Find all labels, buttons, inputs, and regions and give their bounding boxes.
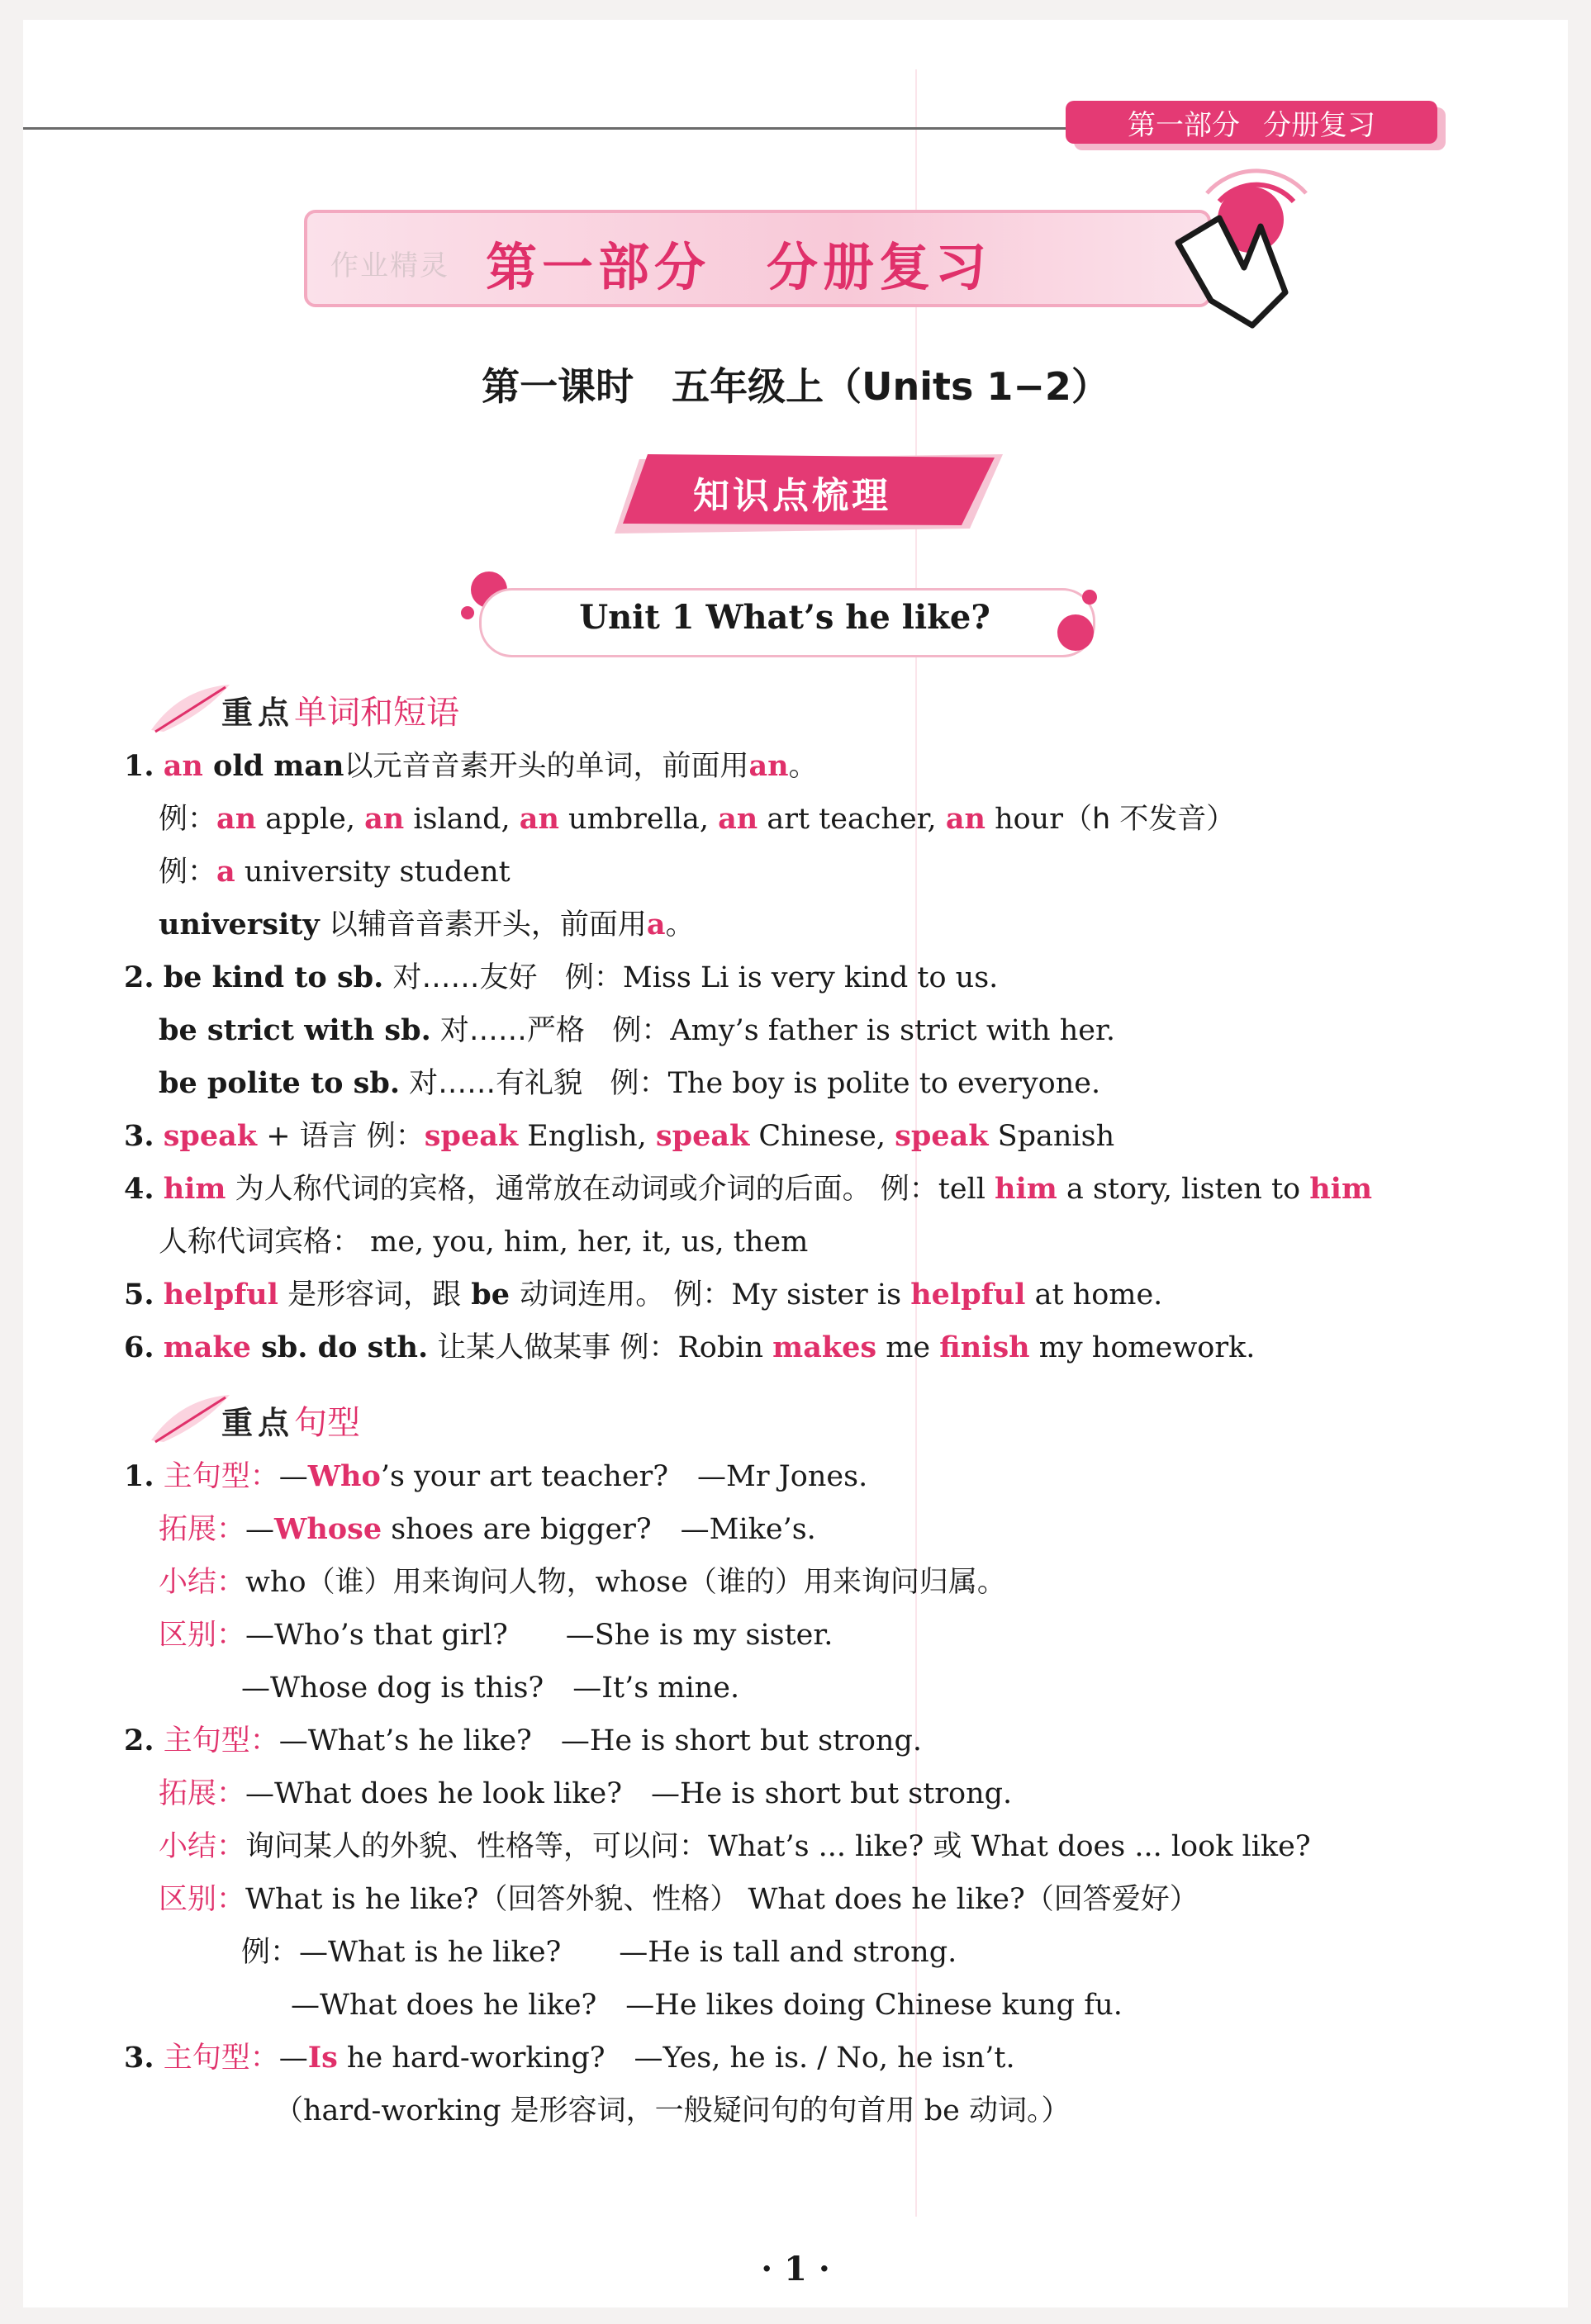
vocab-item-2: 2. be kind to sb. 对……友好 例：Miss Li is very kind to us. [124, 960, 999, 994]
vocab-note-pronouns: 人称代词宾格： me, you, him, her, it, us, them [159, 1226, 809, 1259]
decor-dot [1082, 590, 1097, 605]
header-part: 第一部分 [1128, 108, 1240, 142]
vocab-item-2b: be strict with sb. 对……严格 例：Amy’s father is strict with her. [159, 1013, 1115, 1047]
sentence-1-main: 1. 主句型：—Who’s your art teacher? —Mr Jones. [124, 1459, 868, 1493]
sentence-heading [147, 1391, 360, 1449]
page [23, 20, 1568, 2307]
vocab-heading-rest: 单词和短语 [294, 693, 460, 732]
vocab-example-1: 例：an apple, an island, an umbrella, an art teacher, an hour（h 不发音） [159, 802, 1236, 836]
header-tab [1066, 101, 1437, 144]
vocab-item-4: 4. him 为人称代词的宾格，通常放在动词或介词的后面。 例：tell him a story, listen to him [124, 1172, 1372, 1206]
decor-dot [461, 606, 474, 619]
decor-dot [1057, 614, 1094, 651]
sentence-2-main: 2. 主句型：—What’s he like? —He is short but strong. [124, 1724, 922, 1757]
banner-watermark: 作业精灵 [330, 249, 449, 282]
sentence-2-diff: 区别：What is he like?（回答外貌、性格） What does he like?（回答爱好） [159, 1883, 1199, 1916]
sentence-heading-rest: 句型 [294, 1403, 361, 1442]
quill-icon [147, 681, 238, 738]
sentence-1-extend: 拓展：—Whose shoes are bigger? —Mike’s. [159, 1512, 816, 1546]
vocab-heading [147, 681, 459, 738]
sentence-1-diff-2: —Whose dog is this? —It’s mine. [241, 1672, 740, 1705]
vocab-item-6: 6. make sb. do sth. 让某人做某事 例：Robin makes me finish my homework. [124, 1330, 1256, 1364]
unit-title: Unit 1 What’s he like? [579, 598, 990, 637]
sentence-3-main: 3. 主句型：—Is he hard-working? —Yes, he is. / No, he isn’t. [124, 2041, 1015, 2075]
section-badge-label: 知识点梳理 [693, 475, 891, 517]
vocab-item-2c: be polite to sb. 对……有礼貌 例：The boy is polite to everyone. [159, 1066, 1101, 1100]
header-section: 分册复习 [1263, 108, 1375, 142]
vocab-item-1: 1. an old man以元音音素开头的单词，前面用an。 [124, 749, 818, 783]
sentence-heading-lead: 重点 [221, 1404, 295, 1441]
sentence-1-diff: 区别：—Who’s that girl? —She is my sister. [159, 1619, 833, 1652]
sentence-2-extend: 拓展：—What does he look like? —He is short but strong. [159, 1777, 1013, 1810]
vocab-note-university: university 以辅音音素开头，前面用a。 [159, 908, 695, 941]
vocab-item-3: 3. speak + 语言 例：speak English, speak Chinese, speak Spanish [124, 1119, 1115, 1153]
lesson-title: 第一课时 五年级上（Units 1−2） [482, 364, 1109, 409]
vocab-example-2: 例：a university student [159, 855, 511, 889]
sentence-3-note: （hard-working 是形容词，一般疑问句的句首用 be 动词。） [274, 2094, 1071, 2127]
quill-icon [147, 1391, 238, 1449]
sentence-2-example-2: —What does he like? —He likes doing Chinese kung fu. [291, 1989, 1123, 2022]
vocab-item-5: 5. helpful 是形容词，跟 be 动词连用。 例：My sister is helpful at home. [124, 1278, 1163, 1311]
vocab-heading-lead: 重点 [221, 694, 295, 731]
page-number: · 1 · [761, 2250, 830, 2288]
banner-title: 第一部分 分册复习 [486, 237, 992, 297]
sentence-2-summary: 小结：询问某人的外貌、性格等，可以问：What’s ... like? 或 What does ... look like? [159, 1830, 1311, 1863]
sentence-1-summary: 小结：who（谁）用来询问人物，whose（谁的）用来询问归属。 [159, 1566, 1006, 1599]
pointing-hand-icon [1161, 168, 1318, 342]
sentence-2-example-1: 例：—What is he like? —He is tall and strong. [241, 1936, 957, 1969]
